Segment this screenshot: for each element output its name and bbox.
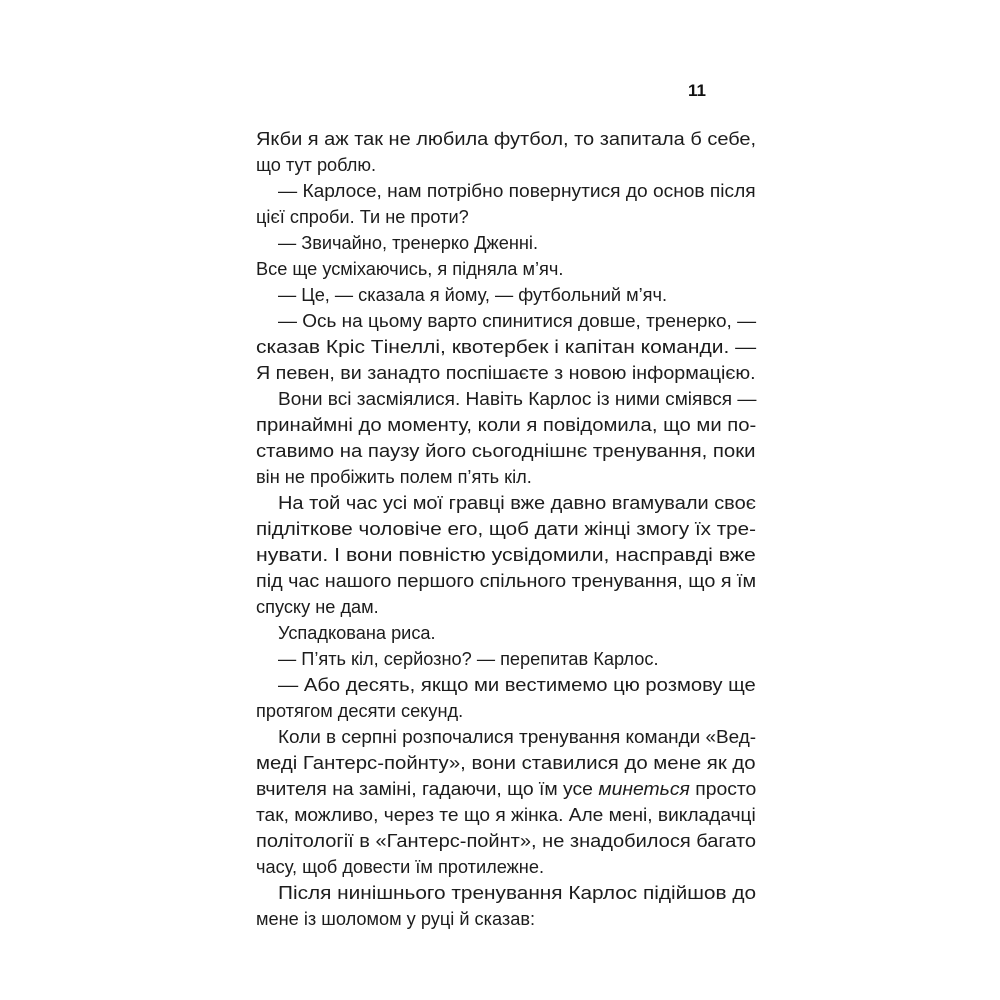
text-line: мене із шоломом у руці й сказав: [256, 909, 536, 929]
text-line: протягом десяти секунд. [256, 701, 464, 721]
italic-word: минеться [598, 779, 690, 799]
text-line: Якби я аж так не любила футбол, то запитала б себе, [256, 129, 757, 149]
text-line: спуску не дам. [256, 597, 379, 617]
text-segment: просто [695, 779, 757, 799]
text-line: сказав Кріс Тінеллі, квотербек і капітан команди. — [256, 337, 757, 357]
text-segment: вчителя на заміні, гадаючи, що їм усе [256, 779, 593, 799]
text-line: Коли в серпні розпочалися тренування команди «Вед- [278, 727, 757, 747]
text-line: — Або десять, якщо ми вестимемо цю розмову ще [278, 675, 756, 695]
text-line: — Ось на цьому варто спинитися довше, тренерко, — [278, 311, 757, 331]
text-line-mixed [256, 776, 756, 803]
text-line: він не пробіжить полем п’ять кіл. [256, 467, 532, 487]
text-line: під час нашого першого спільного тренування, що я їм [256, 571, 757, 591]
text-line: — Це, — сказала я йому, — футбольний м’яч. [278, 285, 667, 305]
text-line: що тут роблю. [256, 155, 377, 175]
page-number: 11 [688, 81, 706, 100]
text-line: підліткове чоловіче его, щоб дати жінці змогу їх тре- [256, 519, 756, 539]
text-line: часу, щоб довести їм протилежне. [256, 857, 545, 877]
text-line: меді Гантерс-пойнту», вони ставилися до мене як до [256, 753, 756, 773]
text-line: ставимо на паузу його сьогоднішнє тренування, поки [256, 441, 756, 461]
text-line: принаймні до моменту, коли я повідомила, що ми по- [256, 415, 757, 435]
text-line: Успадкована риса. [278, 623, 436, 643]
text-line: нувати. І вони повністю усвідомили, насправді вже [256, 545, 756, 565]
text-line: Я певен, ви занадто поспішаєте з новою інформацією. [256, 363, 756, 383]
text-line: На той час усі мої гравці вже давно вгамували своє [278, 493, 756, 513]
text-line: — Карлосе, нам потрібно повернутися до основ після [278, 181, 756, 201]
text-line: цієї спроби. Ти не проти? [256, 207, 469, 227]
text-line: так, можливо, через те що я жінка. Але мені, викладачці [256, 805, 756, 825]
text-line: політології в «Гантерс-пойнт», не знадобилося багато [256, 831, 757, 851]
text-line: Вони всі засміялися. Навіть Карлос із ними сміявся — [278, 389, 757, 409]
text-line: Після нинішнього тренування Карлос підійшов до [278, 883, 757, 903]
text-line: — Звичайно, тренерко Дженні. [278, 233, 539, 253]
text-line: Все ще усміхаючись, я підняла м’яч. [256, 259, 564, 279]
text-line: — П’ять кіл, серйозно? — перепитав Карлос. [278, 649, 659, 669]
